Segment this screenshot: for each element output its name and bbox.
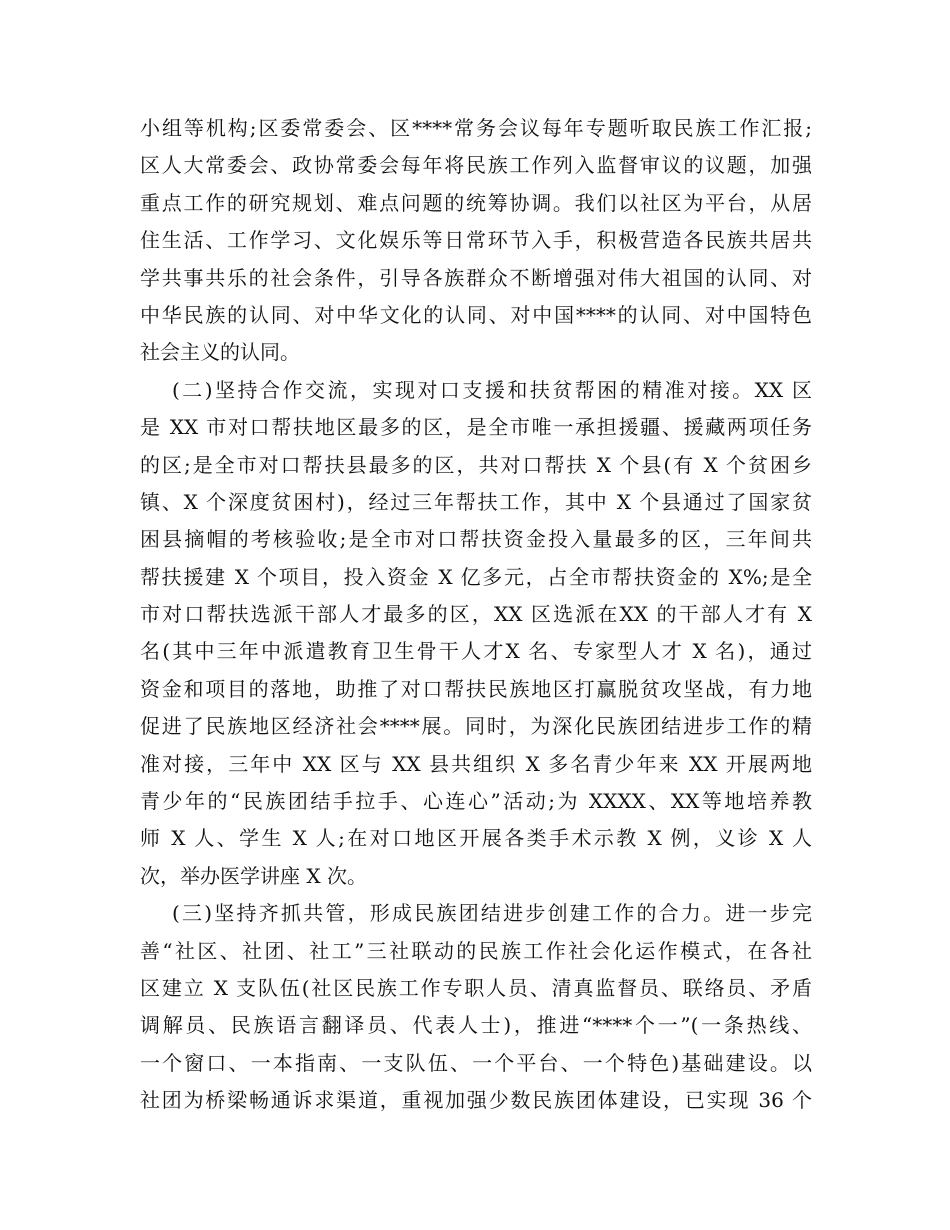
text-line: 小组等机构;区委常委会、区****常务会议每年专题听取民族工作汇报; — [140, 116, 812, 140]
text-line: 重点工作的研究规划、难点问题的统筹协调。我们以社区为平台，从居 — [140, 190, 812, 215]
text-line: 的区;是全市对口帮扶县最多的区，共对口帮扶 X 个县(有 X 个贫困乡 — [140, 452, 812, 477]
paragraph-heading-line: (二)坚持合作交流，实现对口支援和扶贫帮困的精准对接。XX 区 — [172, 377, 812, 402]
text-line: 师 X 人、学生 X 人;在对口地区开展各类手术示教 X 例，义诊 X 人 — [140, 826, 812, 851]
text-line: 社会主义的认同。 — [140, 340, 300, 365]
text-line: 帮扶援建 X 个项目，投入资金 X 亿多元，占全市帮扶资金的 X%;是全 — [140, 564, 812, 589]
text-line: 区人大常委会、政协常委会每年将民族工作列入监督审议的议题，加强 — [140, 153, 812, 178]
text-line: 名(其中三年中派遣教育卫生骨干人才X 名、专家型人才 X 名)，通过 — [140, 639, 812, 664]
text-line: 镇、X 个深度贫困村)，经过三年帮扶工作，其中 X 个县通过了国家贫 — [140, 489, 812, 514]
document-body — [140, 110, 812, 1120]
text-line: 促进了民族地区经济社会****展。同时，为深化民族团结进步工作的精 — [140, 714, 812, 739]
text-line: 市对口帮扶选派干部人才最多的区，XX 区选派在XX 的干部人才有 X — [140, 602, 812, 627]
text-line: 次，举办医学讲座 X 次。 — [140, 863, 367, 888]
text-line: 区建立 X 支队伍(社区民族工作专职人员、清真监督员、联络员、矛盾 — [140, 975, 812, 1000]
text-line: 一个窗口、一本指南、一支队伍、一个平台、一个特色)基础建设。以 — [140, 1050, 812, 1075]
text-line: 困县摘帽的考核验收;是全市对口帮扶资金投入量最多的区，三年间共 — [140, 527, 812, 552]
text-line: 中华民族的认同、对中华文化的认同、对中国****的认同、对中国特色 — [140, 302, 812, 327]
text-line: 准对接，三年中 XX 区与 XX 县共组织 X 多名青少年来 XX 开展两地 — [140, 751, 812, 776]
text-line: 是 XX 市对口帮扶地区最多的区，是全市唯一承担援疆、援藏两项任务 — [140, 415, 812, 440]
text-line: 调解员、民族语言翻译员、代表人士)，推进“****个一”(一条热线、 — [140, 1013, 812, 1038]
text-line: 善“社区、社团、社工”三社联动的民族工作社会化运作模式，在各社 — [140, 938, 812, 963]
text-line: 学共事共乐的社会条件，引导各族群众不断增强对伟大祖国的认同、对 — [140, 265, 812, 290]
paragraph-heading-line: (三)坚持齐抓共管，形成民族团结进步创建工作的合力。进一步完 — [172, 901, 812, 926]
text-line: 资金和项目的落地，助推了对口帮扶民族地区打赢脱贫攻坚战，有力地 — [140, 676, 812, 701]
text-line: 社团为桥梁畅通诉求渠道，重视加强少数民族团体建设，已实现 36 个 — [140, 1088, 812, 1113]
text-line: 青少年的“民族团结手拉手、心连心”活动;为 XXXX、XX等地培养教 — [140, 789, 812, 814]
text-line: 住生活、工作学习、文化娱乐等日常环节入手，积极营造各民族共居共 — [140, 228, 812, 253]
